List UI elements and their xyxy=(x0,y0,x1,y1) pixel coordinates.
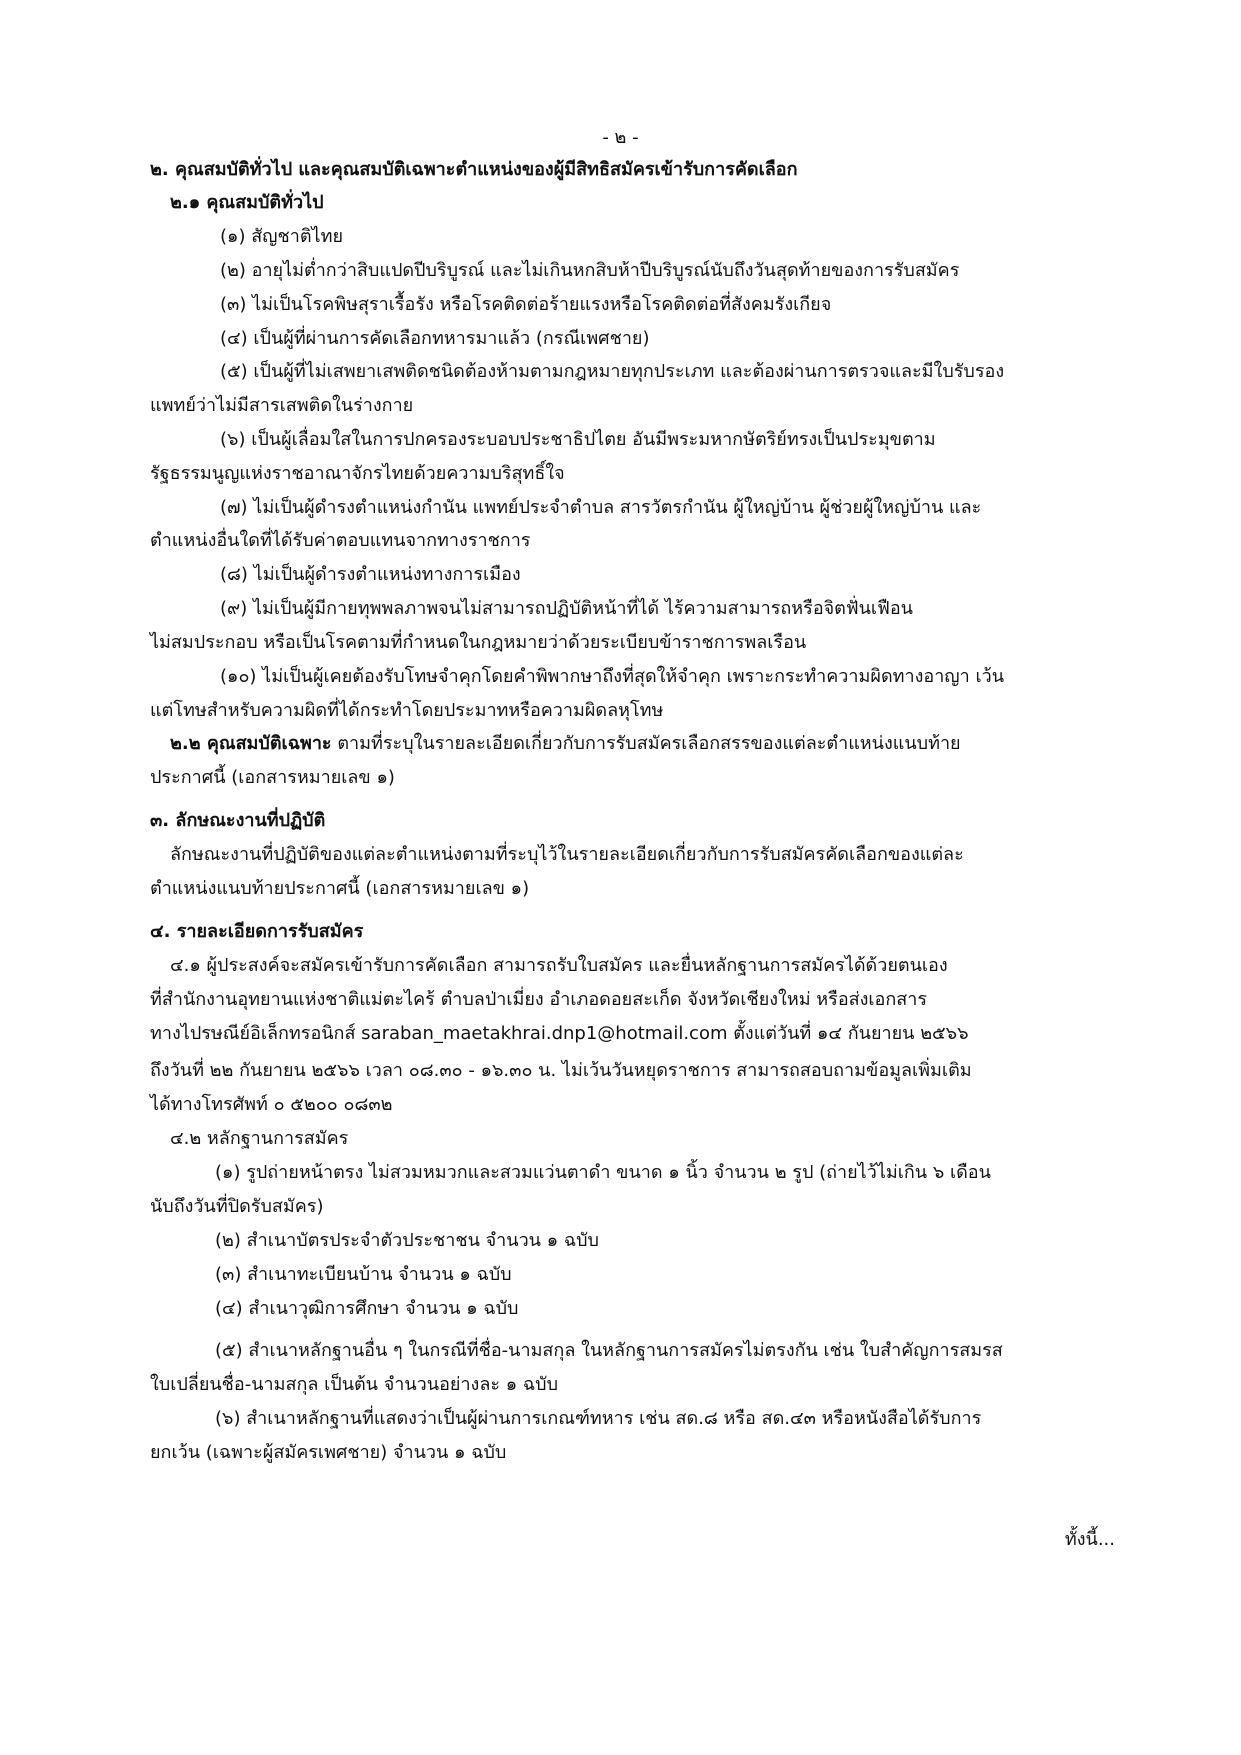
section-3-line-2: ตำแหน่งแนบท้ายประกาศนี้ (เอกสารหมายเลข ๑) xyxy=(150,878,530,899)
section-2-2-line-1 xyxy=(170,729,961,759)
section-4-1-line-2: ที่สำนักงานอุทยานแห่งชาติแม่ตะไคร้ ตำบลป่าเมี่ยง อำเภอดอยสะเก็ด จังหวัดเชียงใหม่ หรือส่งเอกสาร xyxy=(150,989,928,1010)
section-3-heading: ๓. ลักษณะงานที่ปฏิบัติ xyxy=(150,810,326,831)
section-4-1-line-1: ๔.๑ ผู้ประสงค์จะสมัครเข้ารับการคัดเลือก สามารถรับใบสมัคร และยื่นหลักฐานการสมัครได้ด้วยตนเอง xyxy=(170,955,948,976)
section-2-heading: ๒. คุณสมบัติทั่วไป และคุณสมบัติเฉพาะตำแหน่งของผู้มีสิทธิสมัครเข้ารับการคัดเลือก xyxy=(150,159,798,180)
qualification-5-line-1: (๕) เป็นผู้ที่ไม่เสพยาเสพติดชนิดต้องห้ามตามกฎหมายทุกประเภท และต้องผ่านการตรวจและมีใบรับรอง xyxy=(220,361,1005,382)
qualification-5-line-2: แพทย์ว่าไม่มีสารเสพติดในร่างกาย xyxy=(150,395,414,416)
qualification-9-line-2: ไม่สมประกอบ หรือเป็นโรคตามที่กำหนดในกฎหมายว่าด้วยระเบียบข้าราชการพลเรือน xyxy=(150,632,807,653)
qualification-6-line-1: (๖) เป็นผู้เลื่อมใสในการปกครองระบอบประชาธิปไตย อันมีพระมหากษัตริย์ทรงเป็นประมุขตาม xyxy=(220,429,936,450)
qualification-8: (๘) ไม่เป็นผู้ดำรงตำแหน่งทางการเมือง xyxy=(220,564,521,585)
qualification-3: (๓) ไม่เป็นโรคพิษสุราเรื้อรัง หรือโรคติดต่อร้ายแรงหรือโรคติดต่อที่สังคมรังเกียจ xyxy=(220,294,832,315)
document-2: (๒) สำเนาบัตรประจำตัวประชาชน จำนวน ๑ ฉบับ xyxy=(215,1230,599,1251)
section-4-1-line-5: ได้ทางโทรศัพท์ ๐ ๕๒๐๐ ๐๘๓๒ xyxy=(150,1094,393,1115)
qualification-2: (๒) อายุไม่ต่ำกว่าสิบแปดปีบริบูรณ์ และไม่เกินหกสิบห้าปีบริบูรณ์นับถึงวันสุดท้ายของการรับสมัคร xyxy=(220,260,960,281)
page-continuation: ทั้งนี้... xyxy=(1064,1529,1115,1550)
section-4-1-line-4: ถึงวันที่ ๒๒ กันยายน ๒๕๖๖ เวลา ๐๘.๓๐ - ๑๖.๓๐ น. ไม่เว้นวันหยุดราชการ สามารถสอบถามข้อมูลเพิ่มเติม xyxy=(150,1060,972,1081)
page-number: - ๒ - xyxy=(602,127,639,148)
section-3-line-1: ลักษณะงานที่ปฏิบัติของแต่ละตำแหน่งตามที่ระบุไว้ในรายละเอียดเกี่ยวกับการรับสมัครคัดเลือกของแต่ละ xyxy=(170,844,964,865)
qualification-7-line-1: (๗) ไม่เป็นผู้ดำรงตำแหน่งกำนัน แพทย์ประจำตำบล สารวัตรกำนัน ผู้ใหญ่บ้าน ผู้ช่วยผู้ใหญ่บ้าน และ xyxy=(220,497,982,518)
section-2-2-line-2: ประกาศนี้ (เอกสารหมายเลข ๑) xyxy=(150,767,395,788)
document-3: (๓) สำเนาทะเบียนบ้าน จำนวน ๑ ฉบับ xyxy=(215,1264,512,1285)
section-2-2-heading: ๒.๒ คุณสมบัติเฉพาะ xyxy=(170,733,332,754)
qualification-4: (๔) เป็นผู้ที่ผ่านการคัดเลือกทหารมาแล้ว (กรณีเพศชาย) xyxy=(220,328,650,349)
section-4-heading: ๔. รายละเอียดการรับสมัคร xyxy=(150,921,364,942)
document-5-line-2: ใบเปลี่ยนชื่อ-นามสกุล เป็นต้น จำนวนอย่างละ ๑ ฉบับ xyxy=(150,1374,559,1395)
qualification-6-line-2: รัฐธรรมนูญแห่งราชอาณาจักรไทยด้วยความบริสุทธิ์ใจ xyxy=(150,463,565,484)
document-1-line-2: นับถึงวันที่ปิดรับสมัคร) xyxy=(150,1196,324,1217)
section-4-1-line-3: ทางไปรษณีย์อิเล็กทรอนิกส์ saraban_maetakhrai.dnp1@hotmail.com ตั้งแต่วันที่ ๑๔ กันยายน ๒๕๖๖ xyxy=(150,1023,969,1044)
document-4: (๔) สำเนาวุฒิการศึกษา จำนวน ๑ ฉบับ xyxy=(215,1298,519,1319)
document-6-line-2: ยกเว้น (เฉพาะผู้สมัครเพศชาย) จำนวน ๑ ฉบับ xyxy=(150,1442,507,1463)
document-6-line-1: (๖) สำเนาหลักฐานที่แสดงว่าเป็นผู้ผ่านการเกณฑ์ทหาร เช่น สด.๘ หรือ สด.๔๓ หรือหนังสือได้รับการ xyxy=(215,1408,982,1429)
qualification-9-line-1: (๙) ไม่เป็นผู้มีกายทุพพลภาพจนไม่สามารถปฏิบัติหน้าที่ได้ ไร้ความสามารถหรือจิตฟั่นเฟือน xyxy=(220,598,913,619)
qualification-1: (๑) สัญชาติไทย xyxy=(220,226,343,247)
qualification-10-line-2: แต่โทษสำหรับความผิดที่ได้กระทำโดยประมาทหรือความผิดลหุโทษ xyxy=(150,700,664,721)
section-2-1-heading: ๒.๑ คุณสมบัติทั่วไป xyxy=(170,192,324,213)
qualification-10-line-1: (๑๐) ไม่เป็นผู้เคยต้องรับโทษจำคุกโดยคำพิพากษาถึงที่สุดให้จำคุก เพราะกระทำความผิดทางอาญา เว้น xyxy=(220,666,1005,687)
document-1-line-1: (๑) รูปถ่ายหน้าตรง ไม่สวมหมวกและสวมแว่นตาดำ ขนาด ๑ นิ้ว จำนวน ๒ รูป (ถ่ายไว้ไม่เกิน ๖ เดือน xyxy=(215,1162,991,1183)
section-2-2-text: ตามที่ระบุในรายละเอียดเกี่ยวกับการรับสมัครเลือกสรรของแต่ละตำแหน่งแนบท้าย xyxy=(331,733,961,754)
document-5-line-1: (๕) สำเนาหลักฐานอื่น ๆ ในกรณีที่ชื่อ-นามสกุล ในหลักฐานการสมัครไม่ตรงกัน เช่น ใบสำคัญการสมรส xyxy=(215,1340,1003,1361)
qualification-7-line-2: ตำแหน่งอื่นใดที่ได้รับค่าตอบแทนจากทางราชการ xyxy=(150,530,531,551)
section-4-2-heading: ๔.๒ หลักฐานการสมัคร xyxy=(170,1128,349,1149)
